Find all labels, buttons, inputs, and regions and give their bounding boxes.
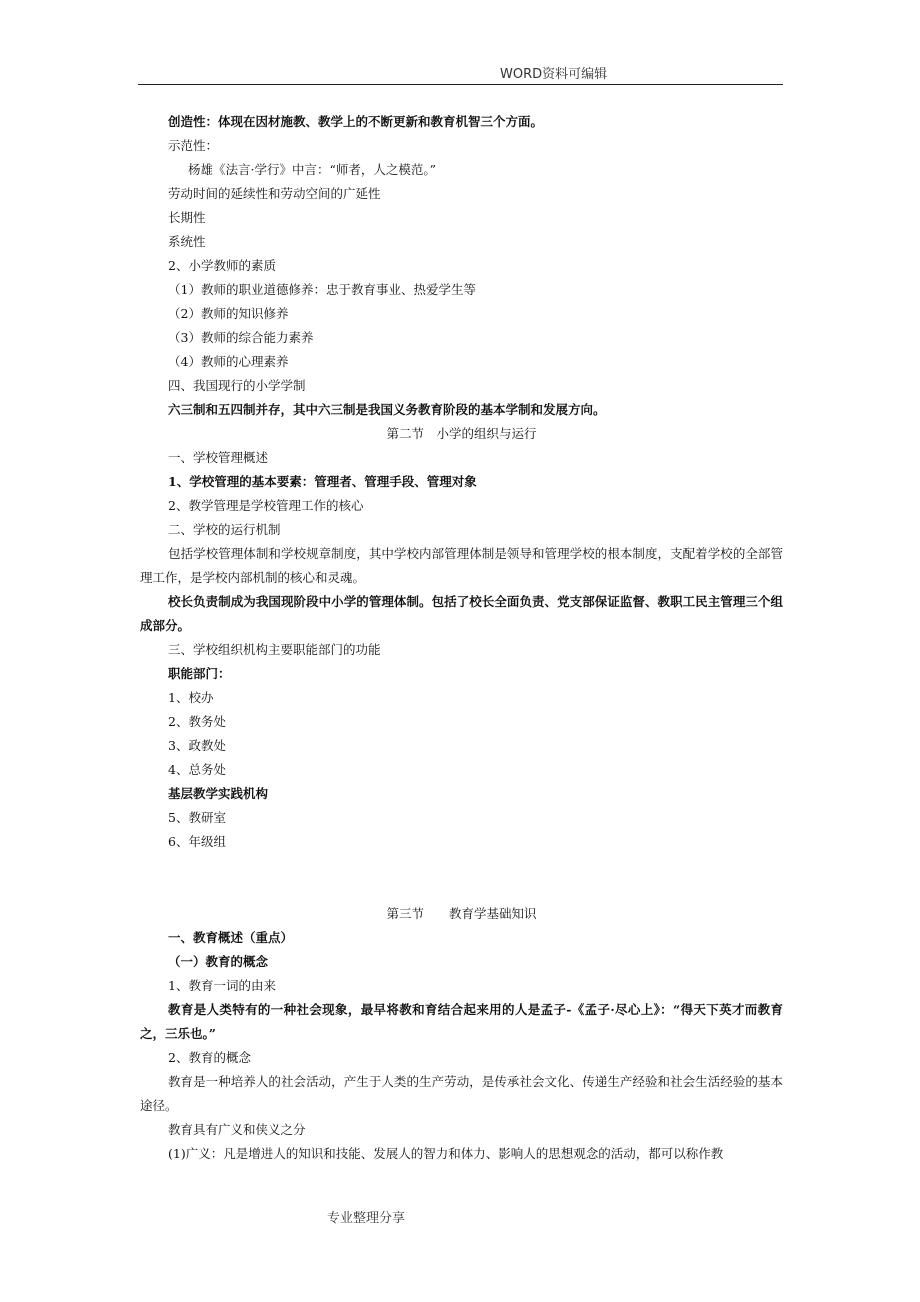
list-item: 1、学校管理的基本要素：管理者、管理手段、管理对象 xyxy=(168,474,477,489)
list-item: 5、教研室 xyxy=(168,810,226,825)
quote-line: 杨雄《法言·学行》中言：“师者，人之模范。” xyxy=(188,162,437,177)
subheading: 职能部门： xyxy=(168,666,231,681)
list-item: （3）教师的综合能力素养 xyxy=(168,330,314,345)
paragraph: 包括学校管理体制和学校规章制度，其中学校内部管理体制是领导和管理学校的根本制度，支配着学校的全部管理工作，是学校内部机制的核心和灵魂。 xyxy=(140,546,783,585)
paragraph: 教育是一种培养人的社会活动，产生于人类的生产劳动，是传承社会文化、传递生产经验和社会生活经验的基本途径。 xyxy=(140,1074,783,1113)
list-item: 6、年级组 xyxy=(168,834,226,849)
document-body xyxy=(140,110,783,1166)
list-item: （2）教师的知识修养 xyxy=(168,306,289,321)
section-heading: 二、学校的运行机制 xyxy=(168,522,281,537)
list-heading: 2、小学教师的素质 xyxy=(168,258,276,273)
list-item: 2、教学管理是学校管理工作的核心 xyxy=(168,498,364,513)
page-header: WORD资料可编辑 xyxy=(500,67,608,82)
list-heading: 1、教育一词的由来 xyxy=(168,978,276,993)
list-item: 3、政教处 xyxy=(168,738,226,753)
paragraph: 创造性：体现在因材施教、教学上的不断更新和教育机智三个方面。 xyxy=(168,114,544,129)
list-item: （1）教师的职业道德修养：忠于教育事业、热爱学生等 xyxy=(168,282,476,297)
paragraph: (1)广义：凡是增进人的知识和技能、发展人的智力和体力、影响人的思想观念的活动，都可以称作教 xyxy=(168,1146,724,1161)
list-item: 1、校办 xyxy=(168,690,214,705)
paragraph: 教育具有广义和侠义之分 xyxy=(168,1122,306,1137)
subheading: 基层教学实践机构 xyxy=(168,786,269,801)
paragraph: 校长负责制成为我国现阶段中小学的管理体制。包括了校长全面负责、党支部保证监督、教职工民主管理三个组成部分。 xyxy=(140,594,783,633)
list-heading: 2、教育的概念 xyxy=(168,1050,251,1065)
paragraph: 教育是人类特有的一种社会现象，最早将教和育结合起来用的人是孟子-《孟子·尽心上》：“得天下英才而教育之，三乐也。” xyxy=(140,1002,783,1041)
section-heading: 一、学校管理概述 xyxy=(168,450,269,465)
section-heading: 四、我国现行的小学学制 xyxy=(168,378,306,393)
list-item: （4）教师的心理素养 xyxy=(168,354,289,369)
list-item: 2、教务处 xyxy=(168,714,226,729)
page-footer: 专业整理分享 xyxy=(327,1211,406,1226)
paragraph: 系统性 xyxy=(168,234,206,249)
paragraph: 长期性 xyxy=(168,210,206,225)
list-item: 4、总务处 xyxy=(168,762,226,777)
subheading: （一）教育的概念 xyxy=(168,954,269,969)
section-heading: 三、学校组织机构主要职能部门的功能 xyxy=(168,642,381,657)
blank-space xyxy=(140,854,783,902)
paragraph: 劳动时间的延续性和劳动空间的广延性 xyxy=(168,186,381,201)
header-divider xyxy=(138,84,783,85)
section-title: 第二节 小学的组织与运行 xyxy=(386,426,537,441)
paragraph: 六三制和五四制并存，其中六三制是我国义务教育阶段的基本学制和发展方向。 xyxy=(168,402,606,417)
section-title: 第三节 教育学基础知识 xyxy=(386,906,537,921)
paragraph: 示范性： xyxy=(168,138,219,153)
section-heading: 一、教育概述（重点） xyxy=(168,930,294,945)
